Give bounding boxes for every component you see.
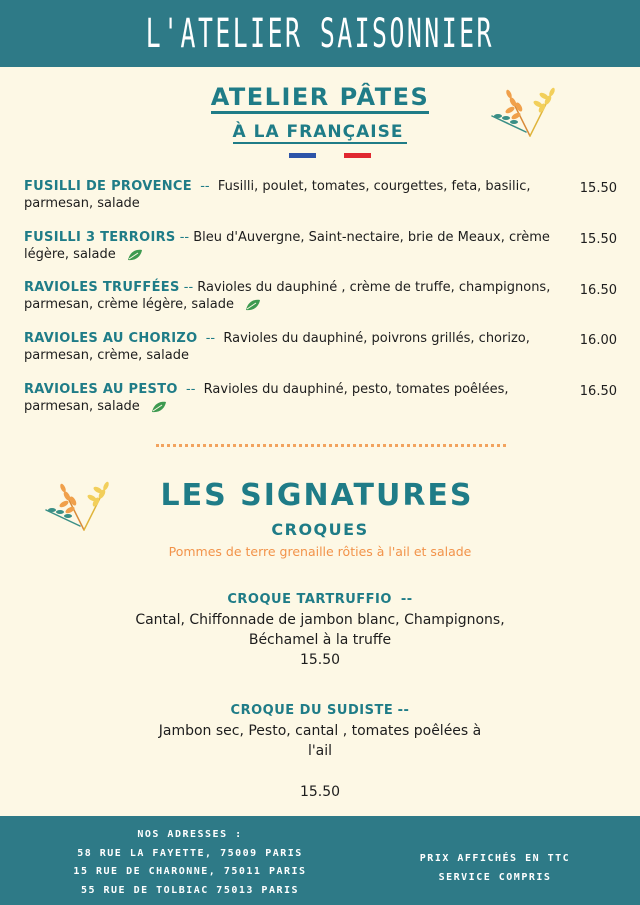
price: 16.00 bbox=[579, 333, 617, 348]
menu-item-ravioles-pesto: RAVIOLES AU PESTO -- Ravioles du dauphiné, pesto, tomates poêlées, parmesan, salade bbox=[24, 382, 509, 414]
footer-banner bbox=[0, 816, 640, 905]
price-note-block: PRIX AFFICHÉS EN TTC SERVICE COMPRIS bbox=[419, 853, 571, 883]
addresses-title: NOS ADRESSES : bbox=[137, 829, 243, 840]
leaf-icon bbox=[244, 298, 262, 312]
price: 16.50 bbox=[579, 283, 617, 298]
price: 15.50 bbox=[579, 232, 617, 247]
dotted-divider bbox=[156, 444, 506, 447]
menu-item-fusilli-3-terroirs: FUSILLI 3 TERROIRS -- Bleu d'Auvergne, Saint-nectaire, brie de Meaux, crème légère, salade bbox=[24, 230, 550, 262]
menu-item-fusilli-provence: FUSILLI DE PROVENCE -- Fusilli, poulet, tomates, courgettes, feta, basilic, parmesan, salade bbox=[24, 179, 531, 211]
menu-item-ravioles-chorizo: RAVIOLES AU CHORIZO -- Ravioles du dauphiné, poivrons grillés, chorizo, parmesan, crème, salade bbox=[24, 331, 530, 363]
croque-tartruffio: CROQUE TARTRUFFIO -- Cantal, Chiffonnade de jambon blanc, Champignons, Béchamel à la truffe 15.50 bbox=[0, 589, 640, 670]
section-pates-subtitle: À LA FRANÇAISE bbox=[0, 122, 640, 142]
address-line: 15 RUE DE CHARONNE, 75011 PARIS bbox=[73, 866, 307, 877]
restaurant-title: L'ATELIER SAISONNIER bbox=[145, 10, 495, 57]
leaf-icon bbox=[126, 248, 144, 262]
croque-du-sudiste: CROQUE DU SUDISTE -- Jambon sec, Pesto, cantal , tomates poêlées à l'ail bbox=[158, 703, 482, 759]
price: 16.50 bbox=[579, 384, 617, 399]
address-line: 58 RUE LA FAYETTE, 75009 PARIS bbox=[77, 847, 303, 859]
addresses-block bbox=[40, 826, 340, 900]
section-signatures-note: Pommes de terre grenaille rôties à l'ail et salade bbox=[168, 544, 472, 559]
price: 15.50 bbox=[299, 784, 341, 800]
section-pates-title: ATELIER PÂTES bbox=[0, 83, 640, 111]
section-signatures-subtitle: CROQUES bbox=[271, 520, 369, 539]
wheat-icon bbox=[486, 80, 560, 140]
french-flag-icon bbox=[289, 153, 371, 158]
header-banner bbox=[0, 0, 640, 67]
section-signatures-title: LES SIGNATURES bbox=[160, 478, 474, 513]
address-line: 55 RUE DE TOLBIAC 75013 PARIS bbox=[80, 884, 300, 896]
price: 15.50 bbox=[299, 652, 341, 668]
leaf-icon bbox=[150, 400, 168, 414]
menu-item-ravioles-truffees: RAVIOLES TRUFFÉES -- Ravioles du dauphiné , crème de truffe, champignons, parmesan, crème légère, salade bbox=[24, 280, 551, 312]
price: 15.50 bbox=[579, 181, 617, 196]
